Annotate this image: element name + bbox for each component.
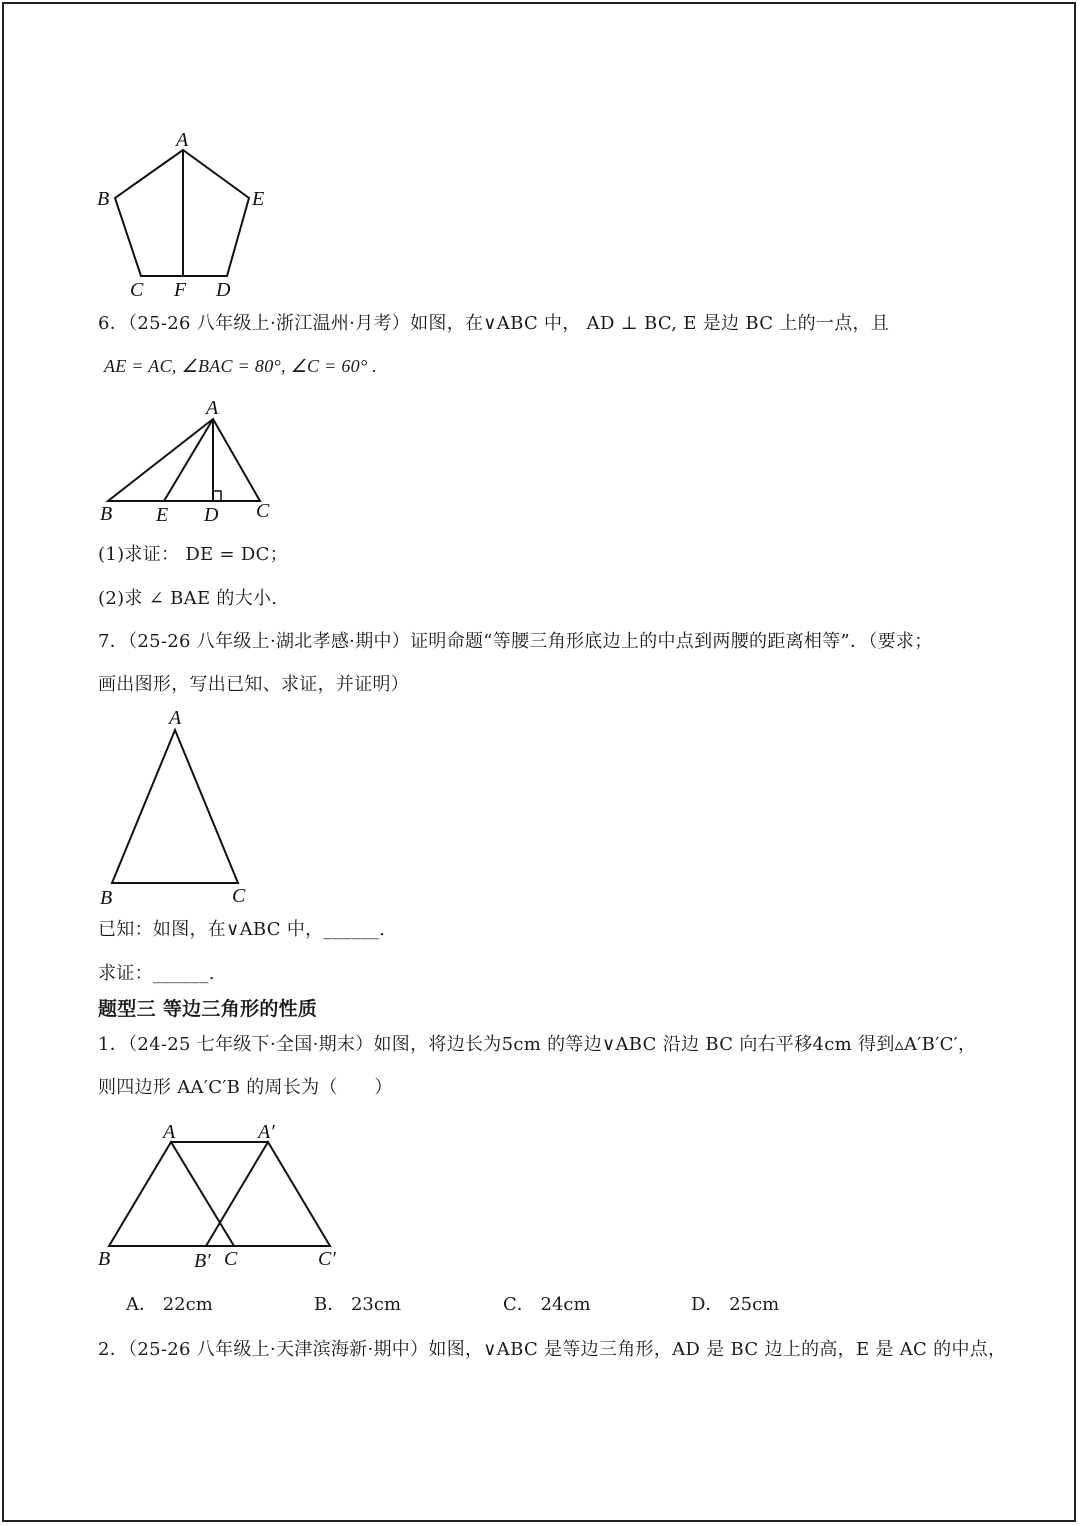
segment-ae: [164, 419, 213, 501]
s3q2-line1: 2．（25-26 八年级上·天津滨海新·期中）如图，∨ABC 是等边三角形，AD 是 BC 边上的高，E 是 AC 的中点，: [98, 1339, 1007, 1360]
label-a: A: [169, 707, 182, 729]
label-b: B: [98, 1248, 111, 1270]
label-c-prime: C′: [318, 1248, 336, 1270]
s3q1-line1: 1．（24-25 七年级下·全国·期末）如图，将边长为5cm 的等边∨ABC 沿边 BC 向右平移4cm 得到▵A′B′C′，: [98, 1034, 977, 1055]
s3q1-line2: 则四边形 AA′C′B 的周长为（ ）: [98, 1077, 393, 1098]
q6-part2: (2)求 ∠ BAE 的大小.: [98, 588, 278, 609]
option-letter: D．: [691, 1294, 724, 1315]
option-b[interactable]: [314, 1293, 401, 1317]
option-letter: C．: [503, 1294, 535, 1315]
section-heading: 题型三 等边三角形的性质: [98, 998, 318, 1020]
isosceles-triangle: [112, 730, 238, 883]
q6-line1: 6．（25-26 八年级上·浙江温州·月考）如图，在∨ABC 中， AD ⊥ BC, E 是边 BC 上的一点，且: [98, 313, 890, 334]
label-e: E: [252, 188, 265, 210]
option-text: 25cm: [729, 1294, 780, 1315]
label-c: C: [256, 500, 270, 522]
option-text: 23cm: [350, 1294, 402, 1315]
q7-given: 已知：如图，在∨ABC 中，______.: [98, 919, 386, 940]
option-d[interactable]: [691, 1293, 779, 1317]
option-letter: B．: [314, 1294, 346, 1315]
triangle-abc: [108, 419, 260, 501]
q7-line2: 画出图形，写出已知、求证，并证明）: [98, 674, 410, 695]
label-c: C: [232, 885, 246, 907]
label-f: F: [174, 279, 187, 301]
label-d: D: [204, 504, 219, 526]
label-c: C: [224, 1248, 238, 1270]
label-b: B: [97, 188, 110, 210]
q7-prove: 求证：______.: [98, 963, 215, 984]
s3q1-figure: [94, 1118, 354, 1278]
label-a: A: [163, 1121, 176, 1143]
q7-figure: [96, 705, 266, 910]
label-b-prime: B′: [194, 1250, 211, 1272]
option-text: 22cm: [162, 1294, 213, 1315]
option-letter: A．: [126, 1294, 157, 1315]
q6-line2: AE = AC, ∠BAC = 80°, ∠C = 60° .: [104, 356, 378, 376]
label-a: A: [176, 129, 189, 151]
label-a-prime: A′: [258, 1121, 275, 1143]
option-text: 24cm: [540, 1294, 591, 1315]
option-a[interactable]: [126, 1293, 213, 1317]
label-c: C: [130, 279, 144, 301]
label-e: E: [156, 504, 169, 526]
label-b: B: [100, 503, 113, 525]
right-angle-mark: [213, 491, 221, 501]
option-c[interactable]: [503, 1293, 591, 1317]
q7-line1: 7．（25-26 八年级上·湖北孝感·期中）证明命题“等腰三角形底边上的中点到两腰的距离相等”．（要求；: [98, 631, 933, 652]
label-d: D: [216, 279, 231, 301]
q6-figure: [96, 395, 286, 530]
label-a: A: [206, 397, 219, 419]
pentagon-figure: [90, 128, 280, 303]
q6-part1: (1)求证： DE = DC；: [98, 544, 289, 565]
label-b: B: [100, 887, 113, 909]
